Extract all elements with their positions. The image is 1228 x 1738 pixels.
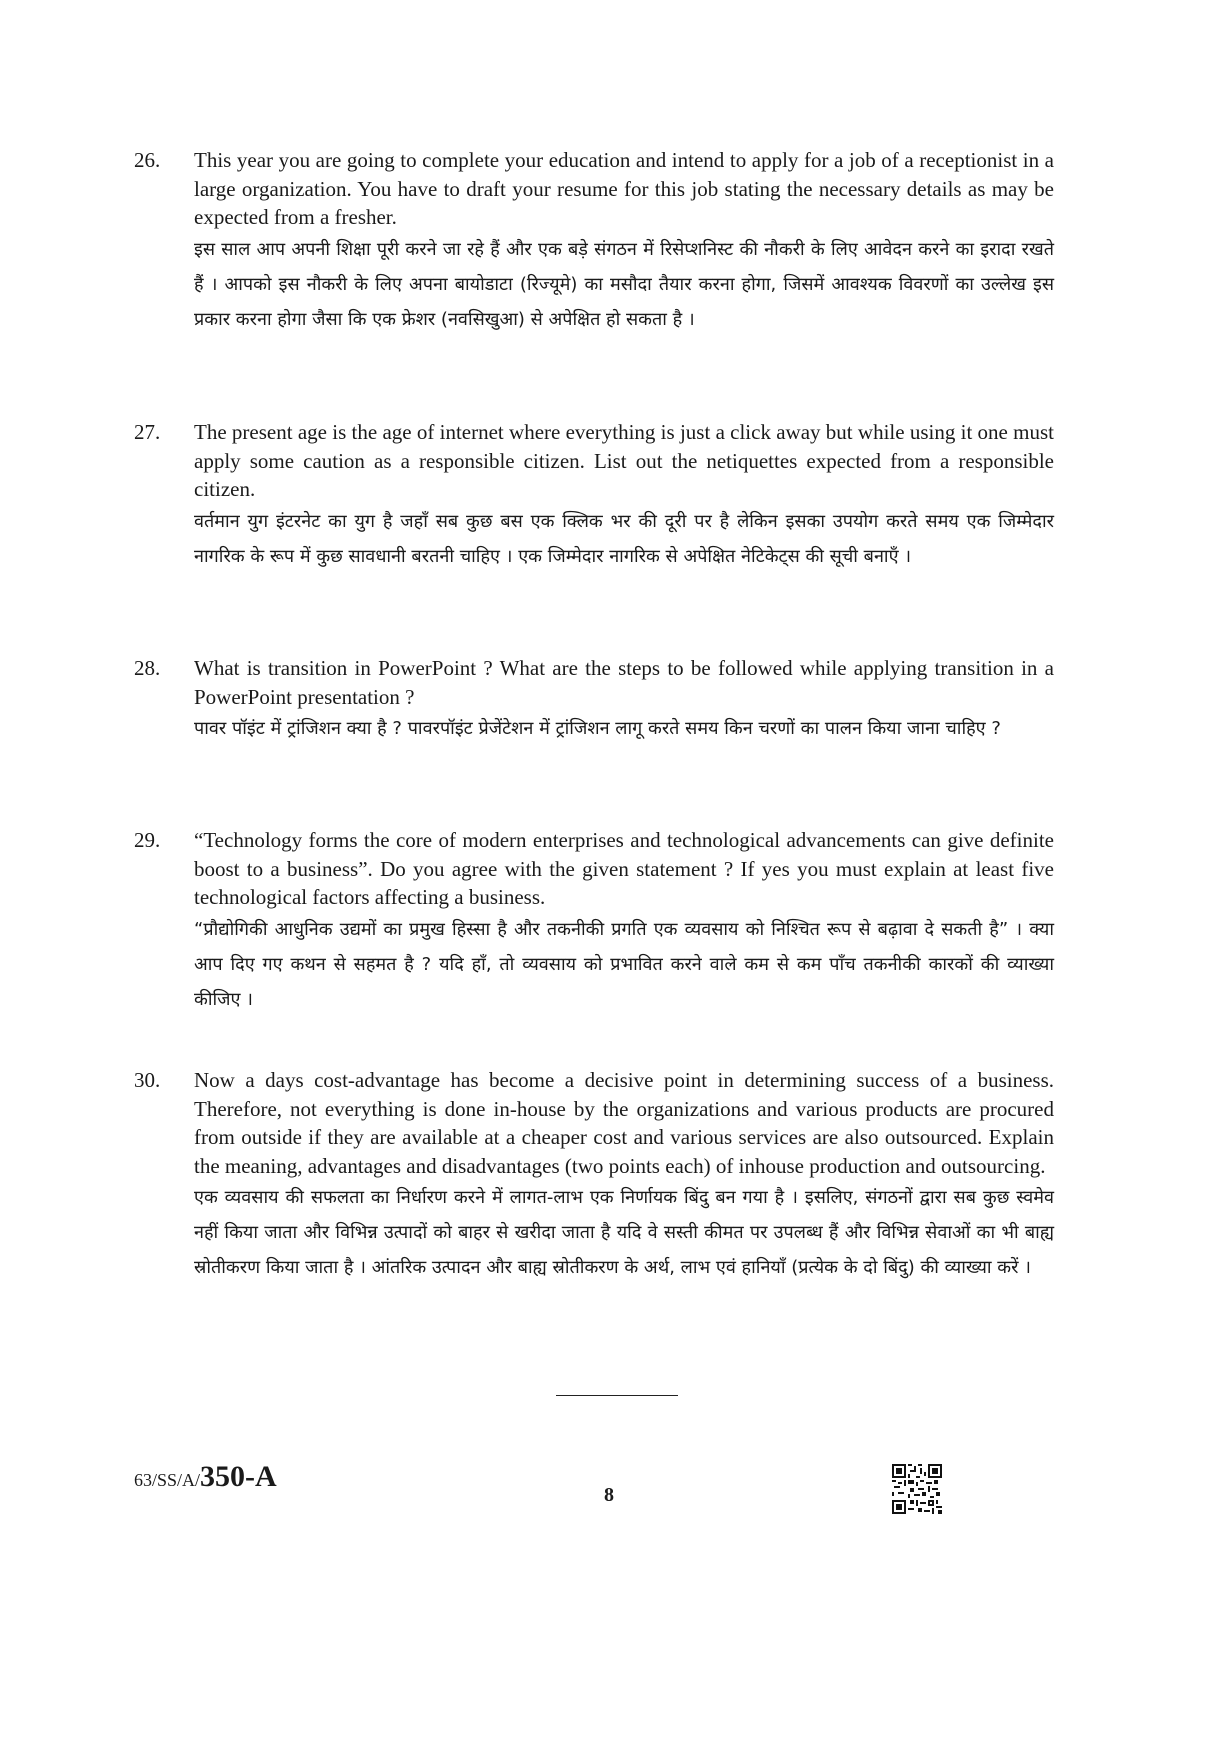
question-body bbox=[194, 654, 1054, 746]
question-number: 29. bbox=[134, 828, 161, 852]
question-number: 30. bbox=[134, 1068, 161, 1092]
question-29 bbox=[134, 826, 1054, 1017]
question-27 bbox=[134, 418, 1054, 574]
question-text-hindi: इस साल आप अपनी शिक्षा पूरी करने जा रहे हैं और एक बड़े संगठन में रिसेप्शनिस्ट की नौकरी के लिए आवेदन करने का इरादा रखते हैं । आपको इस नौकरी के लिए अपना बायोडाटा (रिज्यूमे) का मसौदा तैयार करना होगा, जिसमें आवश्यक विवरणों का उल्लेख इस प्रकार करना होगा जैसा कि एक फ्रेशर (नवसिखुआ) से अपेक्षित हो सकता है । bbox=[194, 238, 1054, 330]
question-text-hindi: पावर पॉइंट में ट्रांजिशन क्या है ? पावरपॉइंट प्रेजेंटेशन में ट्रांजिशन लागू करते समय किन चरणों का पालन किया जाना चाहिए ? bbox=[194, 718, 1001, 739]
question-text-hindi: वर्तमान युग इंटरनेट का युग है जहाँ सब कुछ बस एक क्लिक भर की दूरी पर है लेकिन इसका उपयोग करते समय एक जिम्मेदार नागरिक के रूप में कुछ सावधानी बरतनी चाहिए । एक जिम्मेदार नागरिक से अपेक्षित नेटिकेट्स की सूची बनाएँ । bbox=[194, 510, 1054, 567]
question-text-hindi: “प्रौद्योगिकी आधुनिक उद्यमों का प्रमुख हिस्सा है और तकनीकी प्रगति एक व्यवसाय को निश्चित रूप से बढ़ावा दे सकती है” । क्या आप दिए गए कथन से सहमत है ? यदि हाँ, तो व्यवसाय को प्रभावित करने वाले कम से कम पाँच तकनीकी कारकों की व्याख्या कीजिए । bbox=[194, 918, 1054, 1010]
question-number: 27. bbox=[134, 420, 161, 444]
question-number: 26. bbox=[134, 148, 161, 172]
question-text-english: What is transition in PowerPoint ? What are the steps to be followed while applying transition in a PowerPoint presentation ? bbox=[194, 656, 1054, 709]
question-body bbox=[194, 826, 1054, 1017]
question-body bbox=[194, 418, 1054, 574]
page-number: 8 bbox=[604, 1484, 614, 1506]
question-text-english: “Technology forms the core of modern enterprises and technological advancements can give definite boost to a business”. Do you agree with the given statement ? If yes you must explain at least five technological factors affecting a business. bbox=[194, 828, 1054, 909]
question-number: 28. bbox=[134, 656, 161, 680]
question-26 bbox=[134, 146, 1054, 337]
question-body bbox=[194, 146, 1054, 337]
question-body bbox=[194, 1066, 1054, 1285]
end-of-paper-rule bbox=[556, 1395, 678, 1396]
question-text-english: The present age is the age of internet where everything is just a click away but while using it one must apply some caution as a responsible citizen. List out the netiquettes expected from a responsible citizen. bbox=[194, 420, 1054, 501]
question-28 bbox=[134, 654, 1054, 746]
question-text-hindi: एक व्यवसाय की सफलता का निर्धारण करने में लागत-लाभ एक निर्णायक बिंदु बन गया है । इसलिए, संगठनों द्वारा सब कुछ स्वमेव नहीं किया जाता और विभिन्न उत्पादों को बाहर से खरीदा जाता है यदि वे सस्ती कीमत पर उपलब्ध हैं और विभिन्न सेवाओं का भी बाह्य स्रोतीकरण किया जाता है । आंतरिक उत्पादन और बाह्य स्रोतीकरण के अर्थ, लाभ एवं हानियाँ (प्रत्येक के दो बिंदु) की व्याख्या करें । bbox=[194, 1187, 1054, 1278]
question-text-english: This year you are going to complete your education and intend to apply for a job of a receptionist in a large organization. You have to draft your resume for this job stating the necessary details as may be expected from a fresher. bbox=[194, 148, 1054, 229]
qr-code-icon bbox=[892, 1464, 942, 1514]
question-text-english: Now a days cost-advantage has become a decisive point in determining success of a business. Therefore, not everything is done in-house by the organizations and various products are procured from outside if they are available at a cheaper cost and various services are also outsourced. Explain the meaning, advantages and disadvantages (two points each) of inhouse production and outsourcing. bbox=[194, 1068, 1054, 1178]
paper-code-prefix: 63/SS/A/ bbox=[134, 1470, 201, 1490]
paper-code bbox=[134, 1462, 277, 1495]
question-30 bbox=[134, 1066, 1054, 1285]
paper-code-main: 350-A bbox=[200, 1460, 277, 1493]
